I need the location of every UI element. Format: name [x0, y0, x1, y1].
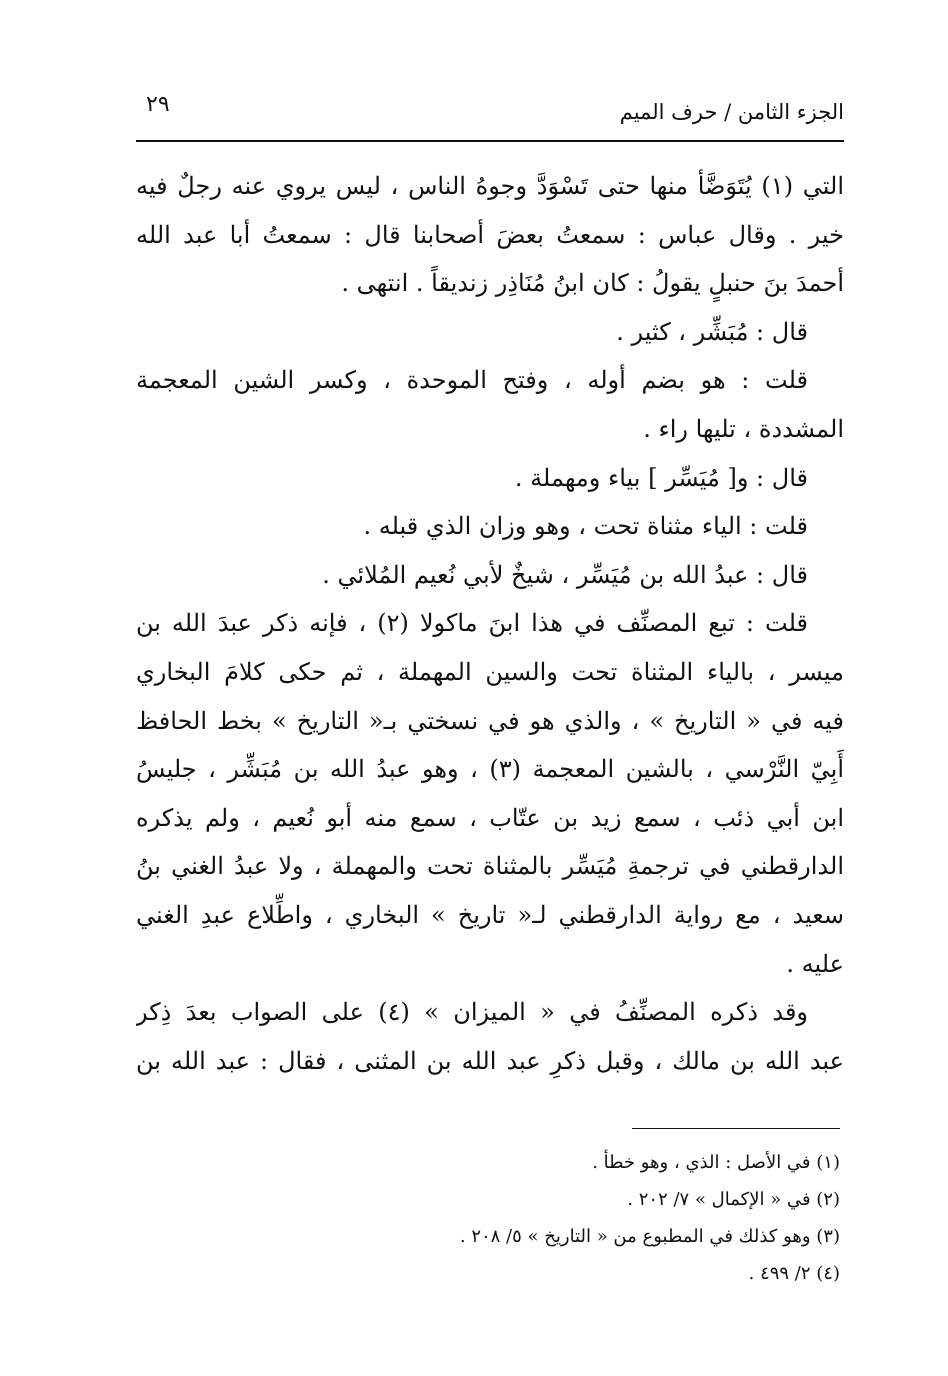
text-line: قال : عبدُ الله بن مُيَسِّر ، شيخٌ لأبي نُعيم المُلائي .	[322, 560, 808, 589]
page-number: ٢٩	[146, 92, 170, 117]
text-line: سعيد ، مع رواية الدارقطني لـ« تاريخ » البخاري ، واطِّلاع عبدِ الغني	[136, 900, 844, 929]
footnote: (٢) في « الإكمال » ٧/ ٢٠٢ .	[627, 1189, 840, 1210]
text-line: التي (١) يُتَوَضَّأ منها حتى تَسْوَدَّ وجوهُ الناس ، ليس يروي عنه رجلٌ فيه	[136, 172, 844, 200]
text-line: أحمدَ بنَ حنبلٍ يقولُ : كان ابنُ مُنَاذِر زنديقاً . انتهى .	[341, 269, 844, 298]
text-line: خير . وقال عباس : سمعتُ بعضَ أصحابنا قال : سمعتُ أبا عبد الله	[136, 220, 844, 249]
footnote: (١) في الأصل : الذي ، وهو خطأ .	[592, 1152, 840, 1173]
text-line: ميسر ، بالياء المثناة تحت والسين المهملة ، ثم حكى كلامَ البخاري	[136, 657, 844, 686]
text-line: فيه في « التاريخ » ، والذي هو في نسختي بـ« التاريخ » بخط الحافظ	[136, 706, 844, 735]
text-line: عبد الله بن مالك ، وقبل ذكرِ عبد الله بن المثنى ، فقال : عبد الله بن	[136, 1046, 844, 1075]
footnotes	[136, 1144, 840, 1292]
text-line: قلت : الياء مثناة تحت ، وهو وزان الذي قبله .	[363, 512, 808, 541]
footnote: (٣) وهو كذلك في المطبوع من « التاريخ » ٥/ ٢٠٨ .	[459, 1226, 840, 1247]
footnote: (٤) ٢/ ٤٩٩ .	[748, 1263, 840, 1284]
text-line: الدارقطني في ترجمةِ مُيَسِّر بالمثناة تحت والمهملة ، ولا عبدُ الغني بنُ	[136, 852, 844, 881]
text-line: قلت : هو بضم أوله ، وفتح الموحدة ، وكسر الشين المعجمة	[136, 366, 808, 395]
text-line: قال : مُبَشِّر ، كثير .	[616, 317, 808, 346]
footnote-separator	[632, 1128, 840, 1129]
text-line: المشددة ، تليها راء .	[643, 414, 844, 443]
text-line: ابن أبي ذئب ، سمع زيد بن عتّاب ، سمع منه أبو نُعيم ، ولم يذكره	[136, 803, 844, 832]
text-line: قال : و[ مُيَسِّر ] بياء ومهملة .	[514, 463, 808, 492]
page-header	[136, 92, 844, 142]
running-title: الجزء الثامن / حرف الميم	[619, 100, 844, 124]
text-line: عليه .	[786, 949, 844, 978]
text-line: قلت : تبع المصنِّف في هذا ابنَ ماكولا (٢) ، فإنه ذكر عبدَ الله بن	[136, 609, 808, 638]
main-text	[136, 162, 844, 1085]
text-line: وقد ذكره المصنِّفُ في « الميزان » (٤) على الصواب بعدَ ذِكر	[136, 998, 809, 1027]
text-line: أَبِيّ النَّرْسي ، بالشين المعجمة (٣) ، وهو عبدُ الله بن مُبَشِّر ، جليسُ	[136, 755, 844, 784]
